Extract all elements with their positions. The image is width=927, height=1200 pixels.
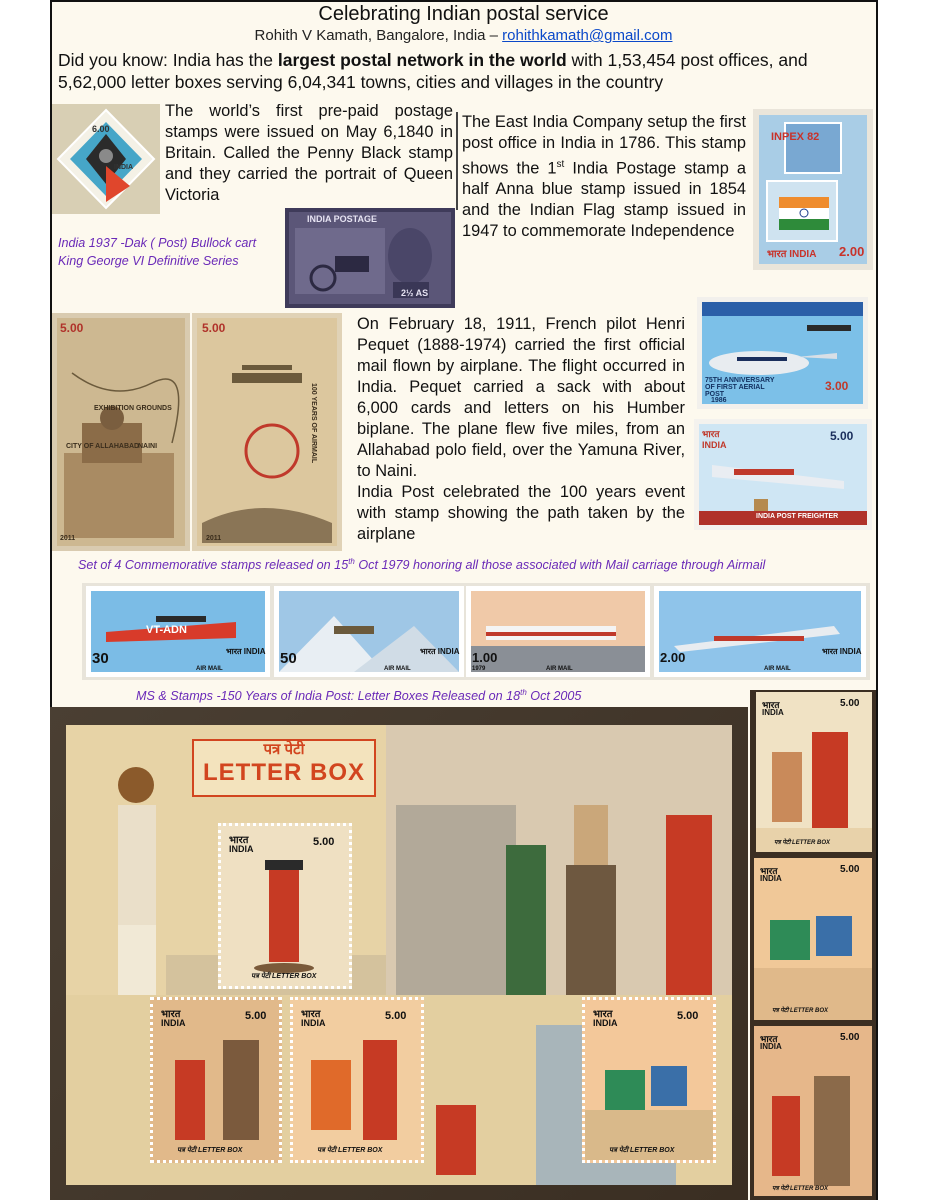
airmail-2011-tag-3: NAINI bbox=[138, 443, 158, 450]
set-1979-stamp-1 bbox=[86, 586, 270, 677]
loose-stamp-2-country-en: INDIA bbox=[760, 874, 782, 883]
sheet-stamp-2-country-en: INDIA bbox=[161, 1018, 186, 1028]
airmail-2011-left-value: 5.00 bbox=[60, 321, 84, 335]
sheet-stamp-1-country-en: INDIA bbox=[229, 844, 254, 854]
intro-lead: Did you know: India has the bbox=[58, 50, 278, 70]
freighter-value: 5.00 bbox=[830, 429, 854, 443]
sheet-stamp-1-value: 5.00 bbox=[313, 836, 335, 848]
author-name: Rohith V Kamath, Bangalore, India – bbox=[254, 27, 503, 44]
sheet-stamp-2-caption: पत्र पेटी LETTER BOX bbox=[177, 1147, 243, 1154]
set-1979-stamp-1-label: AIR MAIL bbox=[196, 666, 223, 672]
miniature-sheet bbox=[50, 707, 748, 1200]
bullock-cart-caption-1: India 1937 -Dak ( Post) Bullock cart bbox=[58, 236, 257, 250]
loose-stamp-3-country-en: INDIA bbox=[760, 1042, 782, 1051]
loose-stamp-3-value: 5.00 bbox=[840, 1032, 860, 1043]
sheet-stamp-2 bbox=[150, 997, 282, 1163]
bullock-cart-top: INDIA POSTAGE bbox=[307, 214, 378, 224]
aerial-post-value: 3.00 bbox=[825, 379, 849, 393]
inpex-label: INPEX 82 bbox=[771, 131, 820, 143]
penny-black-stamp bbox=[52, 104, 160, 214]
set-1979-stamp-2-country: भारत INDIA bbox=[420, 647, 460, 656]
author-line bbox=[0, 27, 927, 44]
set-1979-stamp-2-value: 50 bbox=[280, 650, 297, 667]
miniature-sheet-inner bbox=[66, 725, 732, 1185]
penny-black-value: 6.00 bbox=[92, 124, 110, 134]
set-1979-strip bbox=[82, 583, 870, 680]
sheet-stamp-3-country-en: INDIA bbox=[301, 1018, 326, 1028]
set-1979-stamp-3 bbox=[466, 586, 650, 677]
inpex-value: 2.00 bbox=[839, 244, 865, 259]
bullock-cart-caption bbox=[58, 234, 256, 270]
airmail-2011-left-year: 2011 bbox=[60, 535, 76, 542]
letter-box-caption-a: MS & Stamps -150 Years of India Post: Letter Boxes Released on 18 bbox=[136, 689, 521, 704]
loose-stamp-1-country-en: INDIA bbox=[762, 708, 784, 717]
airmail-2011-tag-1: EXHIBITION GROUNDS bbox=[94, 405, 172, 412]
letter-box-banner bbox=[192, 739, 376, 797]
sheet-stamp-1 bbox=[218, 823, 352, 989]
set-1979-stamp-1-country: भारत INDIA bbox=[226, 647, 266, 656]
freighter-country: भारत INDIA bbox=[702, 429, 727, 450]
pequet-paragraph-2: India Post celebrated the 100 years event with stamp showing the path taken by the airplane bbox=[357, 483, 685, 543]
loose-stamp-2-country-hi: भारत bbox=[760, 866, 778, 876]
set-1979-caption-a: Set of 4 Commemorative stamps released on 15 bbox=[78, 558, 349, 573]
loose-stamp-1-value: 5.00 bbox=[840, 698, 860, 709]
east-india-text-b: India Postage stamp a half Anna blue stamp issued in 1854 and the Indian Flag stamp issued in 1947 to commemorate Independence bbox=[462, 159, 746, 241]
page-title: Celebrating Indian postal service bbox=[318, 3, 609, 25]
sheet-stamp-4-value: 5.00 bbox=[677, 1010, 699, 1022]
set-1979-stamp-3-year: 1979 bbox=[472, 666, 486, 672]
set-1979-stamp-4 bbox=[654, 586, 866, 677]
loose-stamp-1-caption: पत्र पेटी LETTER BOX bbox=[774, 840, 831, 846]
airmail-2011-stamp-left bbox=[52, 313, 190, 551]
inpex-stamp bbox=[753, 109, 873, 270]
sheet-stamp-4-country-hi: भारत bbox=[593, 1009, 613, 1020]
set-1979-stamp-4-country: भारत INDIA bbox=[822, 647, 862, 656]
sheet-stamp-1-caption: पत्र पेटी LETTER BOX bbox=[251, 973, 317, 980]
intro-bold: largest postal network in the world bbox=[277, 50, 567, 70]
east-india-text-a: The East India Company setup the first post office in India in 1786. This stamp shows the 1 bbox=[462, 113, 746, 178]
loose-stamp-2 bbox=[754, 858, 872, 1020]
letter-box-caption bbox=[136, 688, 581, 703]
intro-paragraph bbox=[58, 49, 873, 93]
sheet-stamp-3-value: 5.00 bbox=[385, 1010, 407, 1022]
loose-stamp-2-value: 5.00 bbox=[840, 864, 860, 875]
sheet-stamp-2-country-hi: भारत bbox=[161, 1009, 181, 1020]
letter-box-banner-english: LETTER BOX bbox=[202, 759, 365, 786]
sheet-stamp-3-caption: पत्र पेटी LETTER BOX bbox=[317, 1147, 383, 1154]
set-1979-stamp-4-label: AIR MAIL bbox=[764, 666, 791, 672]
bullock-cart-caption-2: King George VI Definitive Series bbox=[58, 254, 239, 268]
loose-stamp-3-country-hi: भारत bbox=[760, 1034, 778, 1044]
loose-stamp-2-caption: पत्र पेटी LETTER BOX bbox=[772, 1008, 829, 1014]
loose-stamp-1 bbox=[756, 692, 872, 852]
freighter-stamp bbox=[694, 419, 872, 530]
letter-box-caption-sup: th bbox=[520, 688, 527, 697]
aerial-post-year: 1986 bbox=[711, 397, 727, 404]
east-india-text bbox=[462, 112, 746, 242]
intro-rest: with 1,53,454 post offices, and 5,62,000 letter boxes serving 6,04,341 towns, cities and villages in the country bbox=[58, 50, 808, 92]
loose-stamp-3-caption: पत्र पेटी LETTER BOX bbox=[772, 1186, 829, 1192]
loose-stamp-1-country-hi: भारत bbox=[762, 700, 780, 710]
letter-box-caption-b: Oct 2005 bbox=[526, 689, 582, 704]
column-divider bbox=[456, 112, 458, 210]
sheet-stamp-3-country-hi: भारत bbox=[301, 1009, 321, 1020]
set-1979-caption-sup: th bbox=[348, 557, 355, 566]
author-email-link[interactable]: rohithkamath@gmail.com bbox=[502, 27, 673, 44]
airmail-2011-right-text: 100 YEARS OF AIRMAIL bbox=[310, 383, 317, 464]
loose-stamp-3 bbox=[754, 1026, 872, 1196]
freighter-label: INDIA POST FREIGHTER bbox=[756, 513, 839, 520]
airmail-2011-stamp-right bbox=[192, 313, 342, 551]
sheet-stamp-4-caption: पत्र पेटी LETTER BOX bbox=[609, 1147, 675, 1154]
sheet-stamp-3 bbox=[290, 997, 424, 1163]
sheet-stamp-2-value: 5.00 bbox=[245, 1010, 267, 1022]
set-1979-stamp-4-value: 2.00 bbox=[660, 650, 686, 665]
set-1979-caption-b: Oct 1979 honoring all those associated with Mail carriage through Airmail bbox=[354, 558, 766, 573]
inpex-country: भारत INDIA bbox=[767, 249, 817, 260]
penny-black-country: INDIA bbox=[114, 164, 134, 171]
pequet-text bbox=[357, 314, 685, 545]
pequet-paragraph-1: On February 18, 1911, French pilot Henri Pequet (1888-1974) carried the first official mail flown by airplane. The flight occurred in India. Pequet carried a sack with about 6,000 cards and letters on his Humber biplane. The plane flew five miles, from an Allahabad polo field, over the Yamuna River, to Naini. bbox=[357, 315, 685, 480]
sheet-stamp-4 bbox=[582, 997, 716, 1163]
loose-stamps-column bbox=[750, 690, 876, 1200]
set-1979-stamp-1-code: VT-ADN bbox=[146, 624, 187, 636]
aerial-post-stamp bbox=[697, 297, 868, 409]
aerial-post-label: 75TH ANNIVERSARY OF FIRST AERIAL POST bbox=[705, 377, 775, 398]
set-1979-stamp-3-label: AIR MAIL bbox=[546, 666, 573, 672]
airmail-2011-right-value: 5.00 bbox=[202, 321, 226, 335]
set-1979-stamp-2-label: AIR MAIL bbox=[384, 666, 411, 672]
bullock-cart-stamp bbox=[285, 208, 455, 308]
sheet-stamp-1-country-hi: भारत bbox=[229, 835, 249, 846]
airmail-2011-right-year: 2011 bbox=[206, 535, 222, 542]
set-1979-caption bbox=[78, 557, 765, 572]
airmail-2011-tag-2: CITY OF ALLAHABAD bbox=[66, 443, 140, 450]
bullock-cart-value: 2½ AS bbox=[401, 288, 429, 298]
letter-box-banner-hindi: पत्र पेटी bbox=[263, 741, 305, 758]
east-india-sup: st bbox=[556, 159, 565, 170]
set-1979-stamp-2 bbox=[274, 586, 464, 677]
set-1979-stamp-1-value: 30 bbox=[92, 650, 109, 667]
penny-black-text: The world’s first pre-paid postage stamps were issued on May 6,1840 in Britain. Called the Penny Black stamp and they carried the portrait of Queen Victoria bbox=[165, 102, 453, 204]
sheet-stamp-4-country-en: INDIA bbox=[593, 1018, 618, 1028]
set-1979-stamp-3-value: 1.00 bbox=[472, 650, 498, 665]
